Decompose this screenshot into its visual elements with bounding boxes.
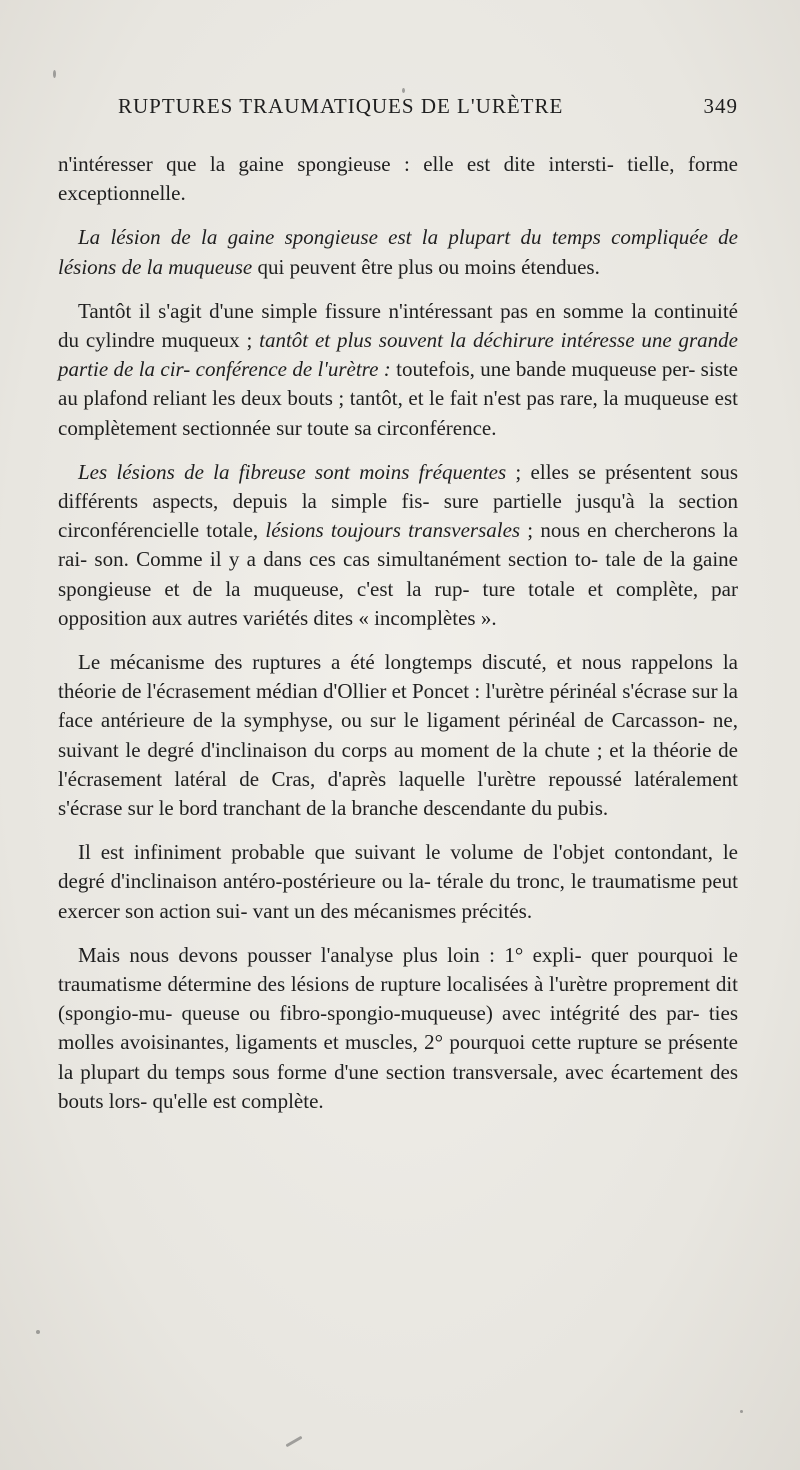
text-run: ; elles se présentent sous différents aspects, depuis la simple fis- sure partielle jusqu'à la section circonférencielle totale, xyxy=(58,459,739,543)
text-run: Mais nous devons pousser l'analyse plus loin : 1° expli- quer pourquoi le traumatisme détermine des lésions de rupture localisées à l'urètre proprement dit (spongio-mu- queuse ou fibro-spongio-muqueuse) avec intégrité des par- ties molles avoisinantes, ligaments et muscles, 2° pourquoi cette rupture se présente la plupart du temps sous forme d'une section transversale, avec écartement des bouts lors- qu'elle est complète. xyxy=(58,942,738,1113)
page-number: 349 xyxy=(703,94,738,118)
text-run: n'intéresser que la gaine spongieuse : elle est dite intersti- tielle, forme exceptionnelle. xyxy=(58,152,738,206)
paragraph xyxy=(58,458,738,633)
paragraph xyxy=(58,150,738,208)
text-run: ; nous en chercherons la rai- son. Comme il y a dans ces cas simultanément section to- tale de la gaine spongieuse et de la muqueuse, c'est la rup- ture totale et complète, par opposition aux autres variétés dites « incomplètes ». xyxy=(58,518,738,630)
text-run: qui peuvent être plus ou moins étendues. xyxy=(252,254,600,279)
header-title: RUPTURES TRAUMATIQUES DE L'URÈTRE xyxy=(118,94,564,118)
running-header xyxy=(118,94,738,124)
paragraph xyxy=(58,648,738,823)
scan-speck xyxy=(402,88,405,93)
paragraph xyxy=(58,941,738,1116)
italic-text: Les lésions de la fibreuse sont moins fréquentes xyxy=(78,459,507,484)
italic-text: La lésion de la gaine spongieuse est la plupart du temps compliquée de lésions de la muqueuse xyxy=(58,225,738,279)
text-run: Il est infiniment probable que suivant le volume de l'objet contondant, le degré d'inclinaison antéro-postérieure ou la- térale du tronc, le traumatisme peut exercer son action sui- vant un des mécanismes précités. xyxy=(58,840,738,923)
scan-speck xyxy=(36,1330,40,1334)
scan-speck xyxy=(740,1410,743,1413)
scan-speck xyxy=(53,70,56,78)
body-text xyxy=(58,150,738,1131)
paragraph xyxy=(58,838,738,926)
italic-text: tantôt et plus souvent la déchirure intéresse une grande partie de la cir- conférence de l'urètre : xyxy=(58,328,739,382)
italic-text: lésions toujours transversales xyxy=(265,518,521,543)
text-run: Tantôt il s'agit d'une simple fissure n'intéressant pas en somme la continuité du cylindre muqueux ; xyxy=(58,298,738,353)
scan-speck xyxy=(285,1436,302,1448)
paragraph xyxy=(58,297,738,443)
text-run: toutefois, une bande muqueuse per- siste au plafond reliant les deux bouts ; tantôt, et le fait n'est pas rare, la muqueuse est complètement sectionnée sur toute sa circonférence. xyxy=(58,357,739,440)
paragraph xyxy=(58,223,738,281)
text-run: Le mécanisme des ruptures a été longtemps discuté, et nous rappelons la théorie de l'écrasement médian d'Ollier et Poncet : l'urètre périnéal s'écrase sur la face antérieure de la symphyse, ou sur le ligament périnéal de Carcasson- ne, suivant le degré d'inclinaison du corps au moment de la chute ; et la théorie de l'écrasement latéral de Cras, d'après laquelle l'urètre repoussé latéralement s'écrase sur le bord tranchant de la branche descendante du pubis. xyxy=(58,650,738,821)
